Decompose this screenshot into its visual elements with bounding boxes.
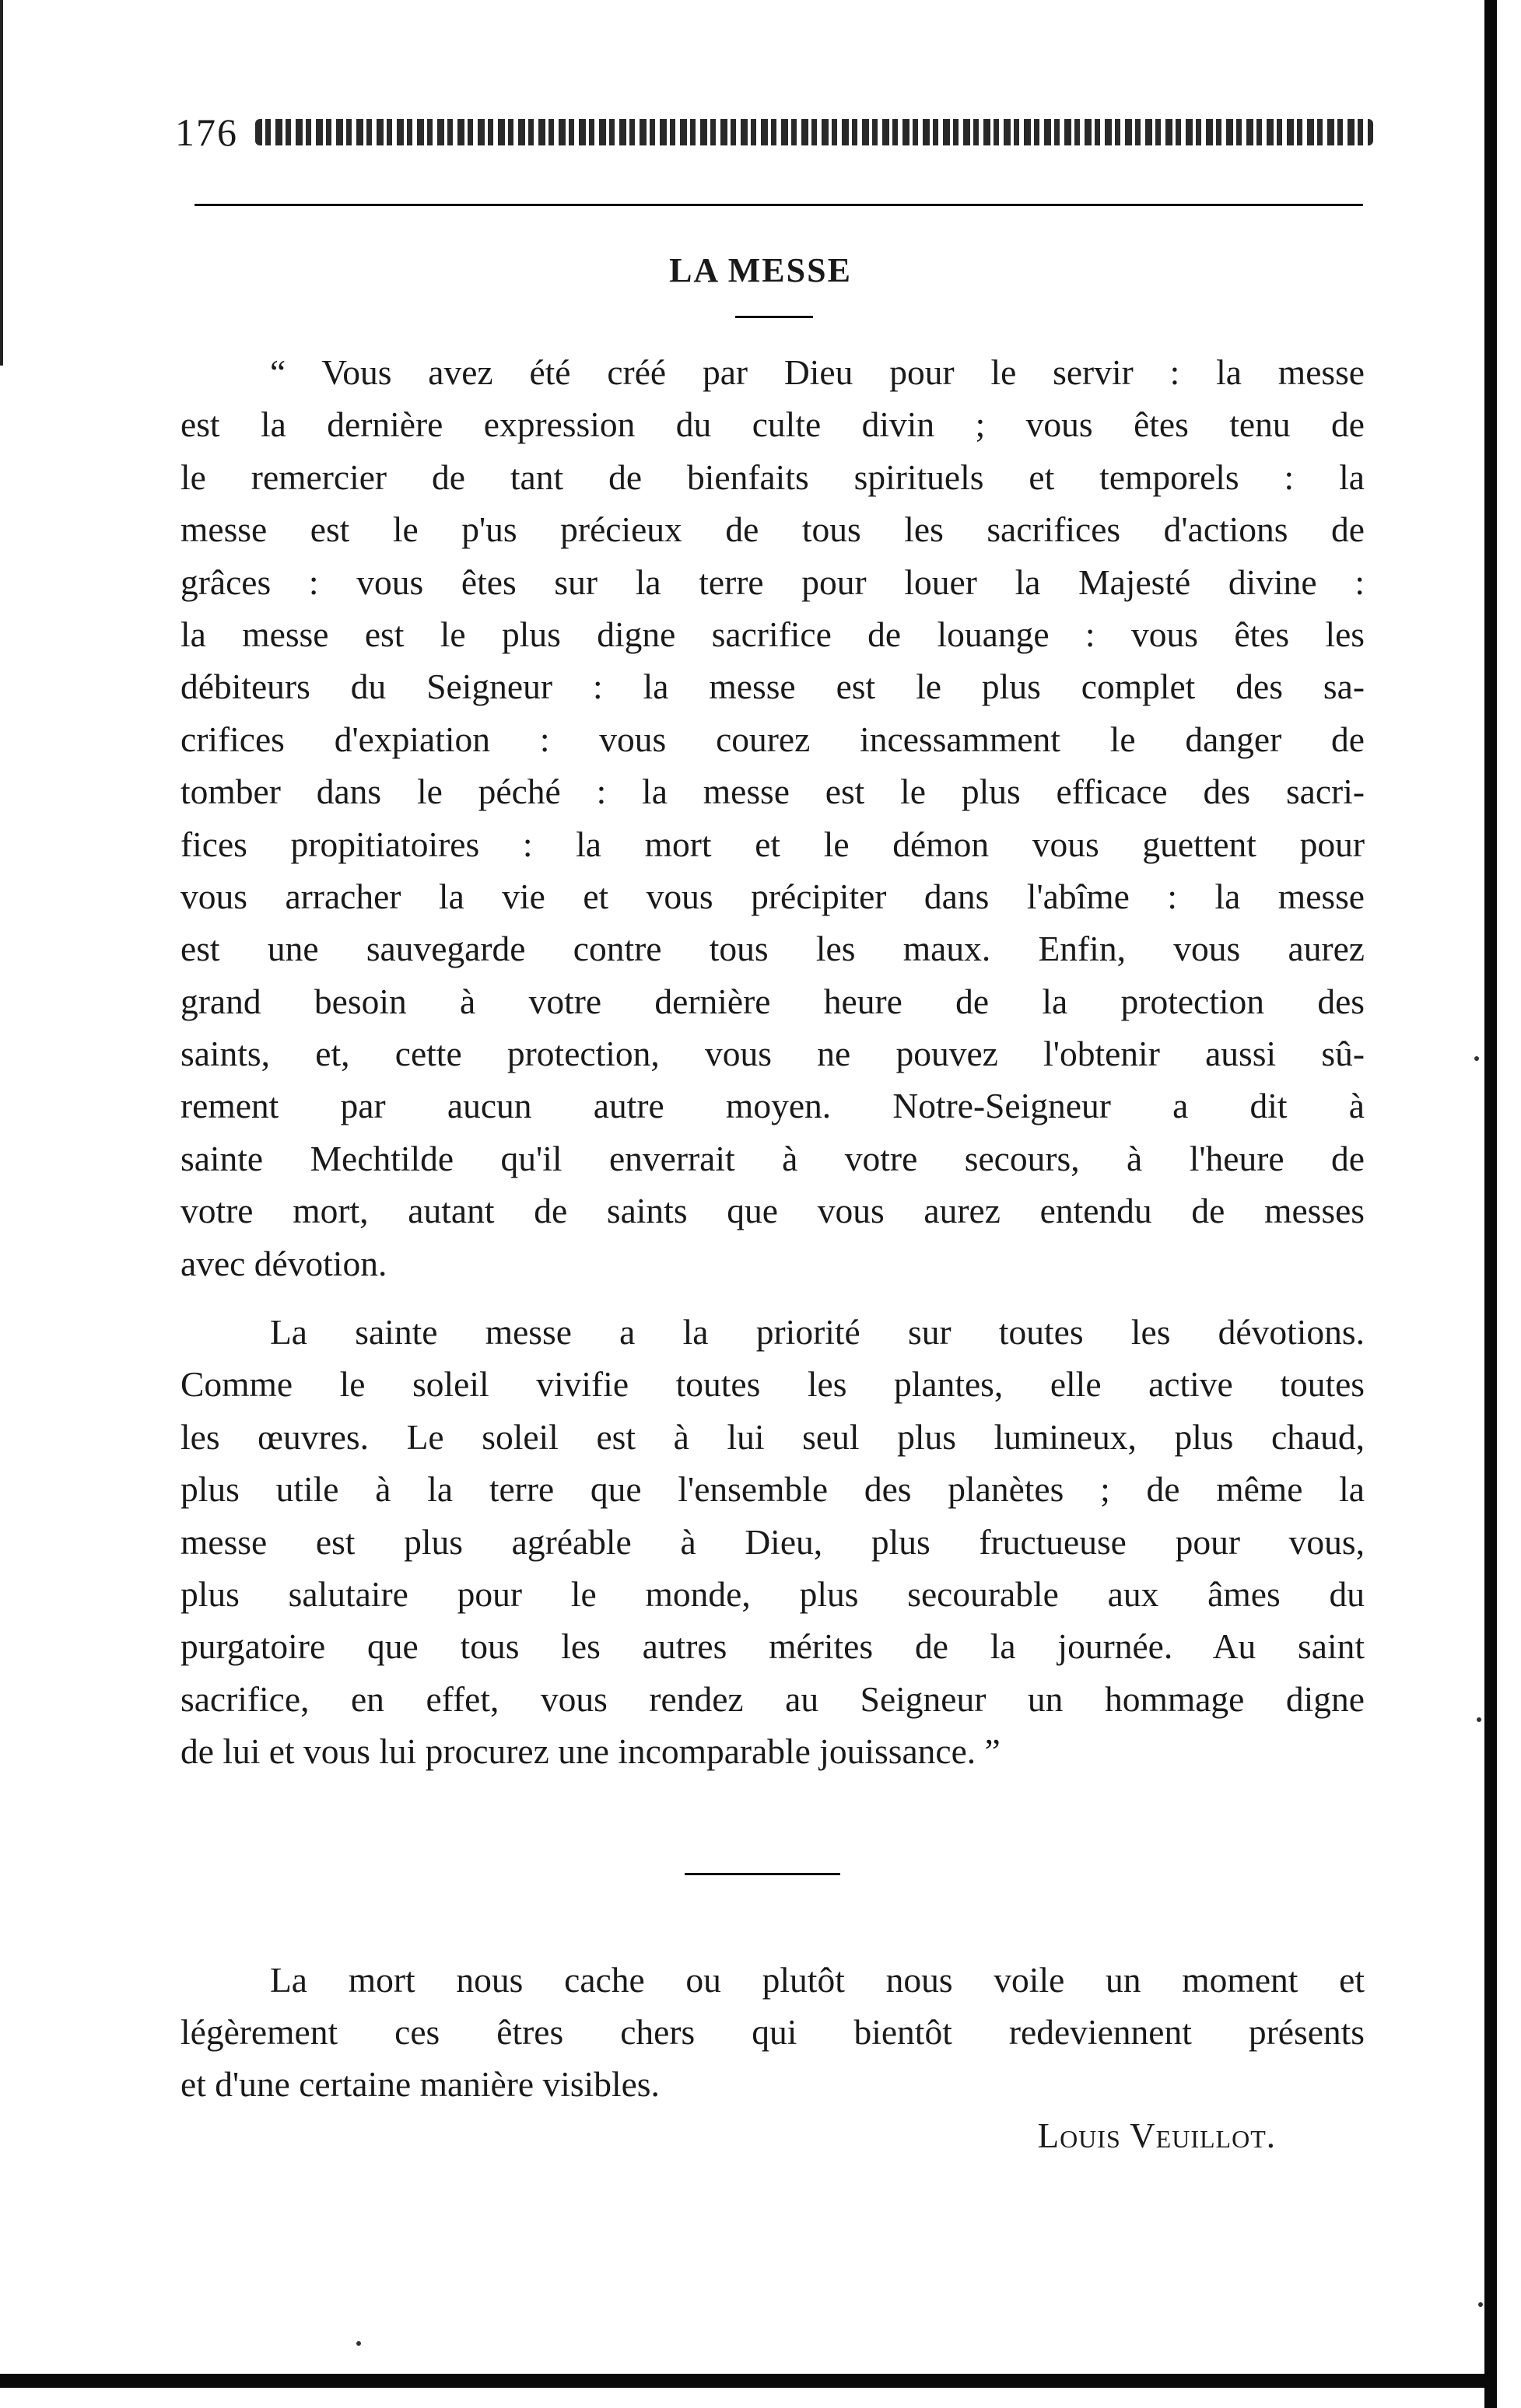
- page-number: 176: [175, 110, 238, 154]
- text-line: crifices d'expiation : vous courez incessamment le danger de: [180, 719, 1365, 759]
- text-line: fices propitiatoires : la mort et le démon vous guettent pour: [180, 824, 1365, 864]
- scan-speck: [1477, 1717, 1481, 1722]
- header-rule: [195, 204, 1363, 206]
- scan-border-bottom: [0, 2374, 1497, 2388]
- text-line: Comme le soleil vivifie toutes les plantes, elle active toutes: [180, 1364, 1365, 1405]
- paragraph-1: [180, 346, 1365, 1290]
- text-line: est une sauvegarde contre tous les maux. Enfin, vous aurez: [180, 929, 1365, 969]
- text-line: les œuvres. Le soleil est à lui seul plus lumineux, plus chaud,: [180, 1416, 1365, 1457]
- text-line: plus salutaire pour le monde, plus secourable aux âmes du: [180, 1573, 1365, 1614]
- text-line: le remercier de tant de bienfaits spirituels et temporels : la: [180, 457, 1365, 497]
- scan-speck: [1474, 1056, 1479, 1061]
- text-line: “ Vous avez été créé par Dieu pour le servir : la messe: [270, 352, 1365, 392]
- paragraph-2: [180, 1306, 1365, 1778]
- text-line: et d'une certaine manière visibles.: [180, 2064, 660, 2104]
- running-header: [175, 109, 1373, 156]
- text-line: avec dévotion.: [180, 1243, 387, 1283]
- title-rule: [735, 316, 813, 318]
- scan-speck: [1478, 2302, 1483, 2307]
- text-line: votre mort, autant de saints que vous aurez entendu de messes: [180, 1191, 1365, 1231]
- section-separator: [685, 1873, 840, 1875]
- closing-quote: [180, 1954, 1365, 2110]
- text-line: messe est le p'us précieux de tous les sacrifices d'actions de: [180, 509, 1365, 550]
- scan-border-left: [0, 0, 3, 366]
- scan-border-right: [1484, 0, 1497, 2408]
- author-signature: Louis Veuillot.: [1037, 2116, 1276, 2155]
- text-line: légèrement ces êtres chers qui bientôt redeviennent présents: [180, 2012, 1365, 2052]
- chapter-title: LA MESSE: [669, 251, 852, 289]
- text-line: plus utile à la terre que l'ensemble des planètes ; de même la: [180, 1469, 1365, 1510]
- text-line: est la dernière expression du culte divin ; vous êtes tenu de: [180, 404, 1365, 445]
- text-line: tomber dans le péché : la messe est le plus efficace des sacri-: [180, 772, 1365, 812]
- text-line: sainte Mechtilde qu'il enverrait à votre secours, à l'heure de: [180, 1138, 1365, 1178]
- text-line: rement par aucun autre moyen. Notre-Seigneur a dit à: [180, 1086, 1365, 1126]
- text-line: sacrifice, en effet, vous rendez au Seigneur un hommage digne: [180, 1678, 1365, 1719]
- text-line: débiteurs du Seigneur : la messe est le plus complet des sa-: [180, 667, 1365, 707]
- text-line: purgatoire que tous les autres mérites de la journée. Au saint: [180, 1626, 1365, 1667]
- text-line: La sainte messe a la priorité sur toutes les dévotions.: [270, 1312, 1365, 1352]
- text-line: saints, et, cette protection, vous ne pouvez l'obtenir aussi sû-: [180, 1034, 1365, 1074]
- text-line: la messe est le plus digne sacrifice de louange : vous êtes les: [180, 614, 1365, 654]
- text-line: grand besoin à votre dernière heure de la protection des: [180, 981, 1365, 1021]
- text-line: de lui et vous lui procurez une incomparable jouissance. ”: [180, 1731, 1001, 1772]
- text-line: La mort nous cache ou plutôt nous voile un moment et: [270, 1960, 1365, 2000]
- scan-speck: [356, 2341, 361, 2346]
- text-line: messe est plus agréable à Dieu, plus fructueuse pour vous,: [180, 1521, 1365, 1562]
- header-ornament: [255, 119, 1373, 145]
- text-line: grâces : vous êtes sur la terre pour louer la Majesté divine :: [180, 562, 1365, 602]
- text-line: vous arracher la vie et vous précipiter dans l'abîme : la messe: [180, 876, 1365, 916]
